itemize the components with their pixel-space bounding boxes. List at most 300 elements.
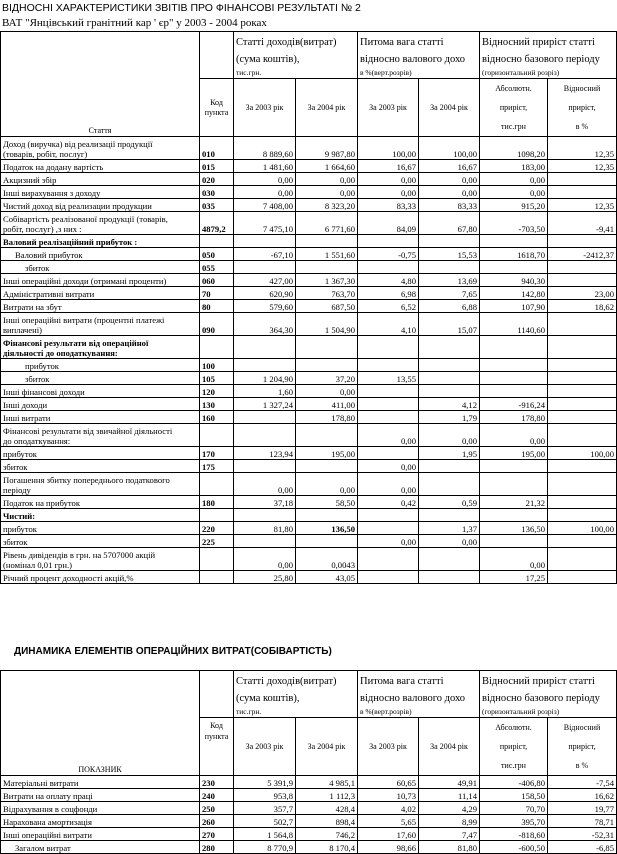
cell-a: 502,7 [234, 815, 296, 828]
cell-c [358, 411, 419, 424]
cell-b: 0,00 [296, 186, 358, 199]
cell-f: 19,77 [548, 802, 617, 815]
row-code [200, 571, 234, 584]
row-code: 120 [200, 385, 234, 398]
cell-d: 81,80 [419, 841, 480, 854]
row-label: Річний процент доходності акцій,% [1, 571, 200, 584]
row-label: Матеріальні витрати [1, 776, 200, 789]
cell-e: -600,50 [480, 841, 548, 854]
cell-f [548, 336, 617, 359]
cell-e: 107,90 [480, 300, 548, 313]
cell-e: 0,00 [480, 173, 548, 186]
cell-d: 4,29 [419, 802, 480, 815]
cell-e: 1618,70 [480, 248, 548, 261]
row-label: Податок на прибуток [1, 496, 200, 509]
cell-b [296, 261, 358, 274]
cell-c: 98,66 [358, 841, 419, 854]
cell-c [358, 447, 419, 460]
cell-b: 763,70 [296, 287, 358, 300]
cell-a: 7 475,10 [234, 212, 296, 235]
cell-e: 395,70 [480, 815, 548, 828]
cell-c [358, 571, 419, 584]
cell-b: 1 367,30 [296, 274, 358, 287]
cell-a: 364,30 [234, 313, 296, 336]
cell-c: 13,55 [358, 372, 419, 385]
cell-b: 746,2 [296, 828, 358, 841]
cell-f [548, 571, 617, 584]
row-code: 010 [200, 137, 234, 160]
cell-a: 8 889,60 [234, 137, 296, 160]
table-row [1, 398, 617, 411]
table-row [1, 776, 617, 789]
financial-results-body [1, 137, 617, 584]
row-label: Погашення збитку попереднього податкового періоду [1, 473, 200, 496]
table-row [1, 372, 617, 385]
table-row [1, 160, 617, 173]
cell-c [358, 336, 419, 359]
cell-d: 1,79 [419, 411, 480, 424]
row-code: 035 [200, 199, 234, 212]
table-row [1, 424, 617, 447]
row-label: Валовий прибуток [1, 248, 200, 261]
cell-d: 7,65 [419, 287, 480, 300]
cell-b: 0,00 [296, 173, 358, 186]
cell-d [419, 460, 480, 473]
cell-a: 427,00 [234, 274, 296, 287]
cell-d: 49,91 [419, 776, 480, 789]
column-header-item: Стаття [1, 79, 200, 137]
cell-e: 158,50 [480, 789, 548, 802]
cell-a: 579,60 [234, 300, 296, 313]
table-row [1, 509, 617, 522]
cell-d [419, 473, 480, 496]
cell-e [480, 473, 548, 496]
row-code [200, 473, 234, 496]
cell-a: 0,00 [234, 473, 296, 496]
cell-d: 0,59 [419, 496, 480, 509]
row-code: 250 [200, 802, 234, 815]
cell-f [548, 274, 617, 287]
cell-c [358, 548, 419, 571]
cell-f: 23,00 [548, 287, 617, 300]
group-header-amounts: Статті доходів(витрат) [236, 36, 337, 48]
cell-f [548, 385, 617, 398]
cell-e [480, 359, 548, 372]
cell-a: 5 391,9 [234, 776, 296, 789]
row-code: 170 [200, 447, 234, 460]
cell-d: 0,00 [419, 173, 480, 186]
table-row [1, 199, 617, 212]
cell-f [548, 548, 617, 571]
cell-c [358, 522, 419, 535]
cell-e: 136,50 [480, 522, 548, 535]
cell-c [358, 235, 419, 248]
cell-b: 8 170,4 [296, 841, 358, 854]
cell-f [548, 235, 617, 248]
cell-a [234, 359, 296, 372]
cell-c: 0,00 [358, 535, 419, 548]
row-code: 060 [200, 274, 234, 287]
table-row [1, 287, 617, 300]
column-header-rel: Відносний приріст, в % [548, 79, 617, 137]
cell-b: 178,80 [296, 411, 358, 424]
cell-c: 5,65 [358, 815, 419, 828]
cell-e: 17,25 [480, 571, 548, 584]
cell-f [548, 313, 617, 336]
table-row [1, 789, 617, 802]
row-label: Витрати на збут [1, 300, 200, 313]
row-label: збиток [1, 460, 200, 473]
cell-b: 0,00 [296, 385, 358, 398]
row-label: Інші витрати [1, 411, 200, 424]
cell-a: 1 564,8 [234, 828, 296, 841]
cell-f: -6,85 [548, 841, 617, 854]
cell-b [296, 535, 358, 548]
cell-e: 178,80 [480, 411, 548, 424]
cell-a: 1 204,90 [234, 372, 296, 385]
row-code [200, 424, 234, 447]
cell-f: 12,35 [548, 199, 617, 212]
table-row [1, 137, 617, 160]
cell-b: 0,0043 [296, 548, 358, 571]
cell-d: 67,80 [419, 212, 480, 235]
cell-b: 1 504,90 [296, 313, 358, 336]
row-label: Акцизний збір [1, 173, 200, 186]
cell-d: 100,00 [419, 137, 480, 160]
cell-b: 0,00 [296, 473, 358, 496]
row-label: Собівартість реалізованої продукції (товарів, робіт, послуг) ,з них : [1, 212, 200, 235]
financial-results-table: Статті доходів(витрат) Питома вага статті Відносний приріст статті (сума коштів), відносно валового дохо відносно базового періоду тис.грн. в %(верт.розрів) (горизонтальний розріз) Стаття Код пункта За 2003 рік За 2004 рік За 2003 рік За 2004 рік Абсолютн. приріст, тис.грн Відносний приріст, в % Доход (виручка) від реализації продукції (товарів, робіт, послуг) 010 8 889,60 9 987,80 100,00 100,00 1098,20 12,35 Податок на додану вартість 015 1 481,60 1 664,60 16,67 16,67 183,00 12,35 Акцизний збір 020 0,00 0,00 0,00 0,00 0,00 Інші вирахування з доходу 030 0,00 0,00 0,00 0,00 0,00 Чистий доход від реализации продукции 035 7 408,00 8 323,20 83,33 83,33 915,20 12,35 Собівартість реалізованої продукції (товарів, робіт, послуг) ,з них : 4879,2 7 475,10 6 771,60 84,09 67,80 -703,50 -9,41 Валовий реалізаційний прибуток : Валовий прибуток 050 -67,10 1 551,60 -0,75 15,53 1618,70 -2412,37 збиток 055 Інші операційні доходи (отримані проценти) 060 427,00 1 367,30 4,80 13,69 940,30 Адміністративні витрати 70 620,90 763,70 6,98 7,65 142,80 23,00 Витрати на збут 80 579,60 687,50 6,52 6,88 107,90 18,62 Інші операційні витрати (процентні платежі виплачені) 090 364,30 1 504,90 4,10 15,07 1140,60 Фінансові результати від операційної діяльності до оподаткування: прибуток 100 збиток 105 1 204,90 37,20 13,55 Інші фінансові доходи 120 1,60 0,00 Інші доходи 130 1 327,24 411,00 4,12 -916,24 Інші витрати 160 178,80 1,79 178,80 Фінансові результати від звичайної діяльності до оподаткування: 0,00 0,00 0,00 прибуток 170 123,94 195,00 1,95 195,00 100,00 збиток 175 0,00 Погашення збитку попереднього податкового періоду 0,00 0,00 0,00 Податок на прибуток 180 37,18 58,50 0,42 0,59 21,32 Чистий: прибуток 220 81,80 136,50 1,37 136,50 100,00 збиток 225 0,00 0,00 Рівень дивідендів в грн. на 5707000 акцій (номінал 0,01 грн.) 0,00 0,0043 0,00 Річний процент доходності акцій,% 25,80 43,05 17,25 [0, 31, 617, 584]
row-label: Фінансові результати від операційної діяльності до оподаткування: [1, 336, 200, 359]
company-subtitle: ВАТ "Янцівський гранітний кар ' єр" у 2003 - 2004 роках [2, 17, 267, 29]
group-header-share: Питома вага статті [360, 36, 444, 48]
cell-a: 1,60 [234, 385, 296, 398]
row-label: Інші вирахування з доходу [1, 186, 200, 199]
cell-a [234, 509, 296, 522]
column-header-share-2004: За 2004 рік [419, 79, 480, 137]
cell-e: 70,70 [480, 802, 548, 815]
cell-d [419, 261, 480, 274]
table-row [1, 548, 617, 571]
row-label: збиток [1, 372, 200, 385]
cell-f [548, 173, 617, 186]
cell-a: 1 327,24 [234, 398, 296, 411]
cell-d [419, 548, 480, 571]
cell-d [419, 571, 480, 584]
table-row [1, 313, 617, 336]
cell-d: 0,00 [419, 424, 480, 447]
table-row [1, 385, 617, 398]
table-row [1, 261, 617, 274]
cell-d [419, 372, 480, 385]
cell-d [419, 235, 480, 248]
cell-a [234, 424, 296, 447]
cell-a: 0,00 [234, 548, 296, 571]
row-code: 220 [200, 522, 234, 535]
cell-a: 0,00 [234, 186, 296, 199]
cell-e: 1098,20 [480, 137, 548, 160]
cell-c: 83,33 [358, 199, 419, 212]
cell-f: 16,62 [548, 789, 617, 802]
cell-c: 10,73 [358, 789, 419, 802]
row-code: 160 [200, 411, 234, 424]
row-label: Фінансові результати від звичайної діяльності до оподаткування: [1, 424, 200, 447]
table-row [1, 359, 617, 372]
column-header-abs: Абсолютн. приріст, тис.грн [480, 79, 548, 137]
table-row [1, 802, 617, 815]
cell-b: 1 664,60 [296, 160, 358, 173]
cell-a: 81,80 [234, 522, 296, 535]
row-label: Чистий: [1, 509, 200, 522]
cell-f: 12,35 [548, 137, 617, 160]
cell-d: 15,07 [419, 313, 480, 336]
cell-a [234, 336, 296, 359]
cell-e: -703,50 [480, 212, 548, 235]
table-row [1, 235, 617, 248]
cell-e: 0,00 [480, 424, 548, 447]
cell-d: 83,33 [419, 199, 480, 212]
row-label: збиток [1, 535, 200, 548]
cell-f [548, 398, 617, 411]
cell-f: 100,00 [548, 447, 617, 460]
cell-c [358, 261, 419, 274]
cell-f: -52,31 [548, 828, 617, 841]
section-title-expenses: ДИНАМИКА ЕЛЕМЕНТІВ ОПЕРАЦІЙНИХ ВИТРАТ(СОБІВАРТІСТЬ) [14, 646, 332, 657]
table-row [1, 473, 617, 496]
cell-f: -2412,37 [548, 248, 617, 261]
row-label: Інші операційні витрати (процентні платежі виплачені) [1, 313, 200, 336]
cell-e [480, 261, 548, 274]
row-label: Інші операційні витрати [1, 828, 200, 841]
cell-f [548, 186, 617, 199]
cell-c: 4,80 [358, 274, 419, 287]
row-code: 230 [200, 776, 234, 789]
row-label: Адміністративні витрати [1, 287, 200, 300]
cell-c: 60,65 [358, 776, 419, 789]
cell-d: 1,95 [419, 447, 480, 460]
cell-f [548, 372, 617, 385]
column-header-code: Код пункта [200, 79, 234, 137]
cell-e: 183,00 [480, 160, 548, 173]
table-row [1, 571, 617, 584]
cell-a: -67,10 [234, 248, 296, 261]
cell-b: 6 771,60 [296, 212, 358, 235]
cell-b: 9 987,80 [296, 137, 358, 160]
cell-d [419, 359, 480, 372]
cell-a [234, 460, 296, 473]
cell-d: 15,53 [419, 248, 480, 261]
table-row [1, 522, 617, 535]
cell-d: 16,67 [419, 160, 480, 173]
cell-a: 25,80 [234, 571, 296, 584]
table-row [1, 248, 617, 261]
cell-c: 0,00 [358, 424, 419, 447]
cell-c: 6,52 [358, 300, 419, 313]
cell-a: 620,90 [234, 287, 296, 300]
cell-b [296, 336, 358, 359]
cell-b: 136,50 [296, 522, 358, 535]
row-label: Інші операційні доходи (отримані проценти) [1, 274, 200, 287]
cell-e: 940,30 [480, 274, 548, 287]
cell-d: 11,14 [419, 789, 480, 802]
cell-b [296, 509, 358, 522]
cell-d: 0,00 [419, 535, 480, 548]
row-code: 090 [200, 313, 234, 336]
cell-b: 687,50 [296, 300, 358, 313]
cell-c: -0,75 [358, 248, 419, 261]
cell-a: 953,8 [234, 789, 296, 802]
operating-expenses-table: Статті доходів(витрат) Питома вага статті Відносний приріст статті (сума коштів), відносно валового дохо відносно базового періоду тис.грн. в %(верт.розрів) (горизонтальний розріз) ПОКАЗНИК Код пункта За 2003 рік За 2004 рік За 2003 рік За 2004 рік Абсолютн. приріст, тис.грн Відносний приріст, в % Матеріальні витрати 230 5 391,9 4 985,1 60,65 49,91 -406,80 -7,54 Витрати на оплату праці 240 953,8 1 112,3 10,73 11,14 158,50 16,62 Відрахування в соцфонди 250 357,7 428,4 4,02 4,29 70,70 19,77 Нарахована амортизація 260 502,7 898,4 5,65 8,99 395,70 78,71 Інші операційні витрати 270 1 564,8 746,2 17,60 7,47 -818,60 -52,31 Загалом витрат 280 8 770,9 8 170,4 98,66 81,80 -600,50 -6,85 [0, 670, 617, 854]
cell-e: -818,60 [480, 828, 548, 841]
row-code: 225 [200, 535, 234, 548]
row-label: збиток [1, 261, 200, 274]
cell-b: 411,00 [296, 398, 358, 411]
cell-e [480, 336, 548, 359]
row-code: 055 [200, 261, 234, 274]
row-code: 270 [200, 828, 234, 841]
row-code: 260 [200, 815, 234, 828]
table-row [1, 173, 617, 186]
row-code: 4879,2 [200, 212, 234, 235]
cell-e: 0,00 [480, 186, 548, 199]
cell-c: 0,00 [358, 186, 419, 199]
cell-e [480, 535, 548, 548]
cell-a: 123,94 [234, 447, 296, 460]
cell-a: 0,00 [234, 173, 296, 186]
cell-b: 58,50 [296, 496, 358, 509]
cell-b: 898,4 [296, 815, 358, 828]
row-code: 030 [200, 186, 234, 199]
cell-c [358, 398, 419, 411]
cell-b: 8 323,20 [296, 199, 358, 212]
cell-a: 7 408,00 [234, 199, 296, 212]
cell-d: 7,47 [419, 828, 480, 841]
row-label: Податок на додану вартість [1, 160, 200, 173]
row-code: 100 [200, 359, 234, 372]
cell-d: 4,12 [419, 398, 480, 411]
cell-b: 428,4 [296, 802, 358, 815]
cell-c: 0,00 [358, 173, 419, 186]
row-label: Відрахування в соцфонди [1, 802, 200, 815]
cell-f [548, 496, 617, 509]
report-title: ВІДНОСНІ ХАРАКТЕРИСТИКИ ЗВІТІВ ПРО ФІНАНСОВІ РЕЗУЛЬТАТІ № 2 [2, 2, 361, 14]
cell-f: 78,71 [548, 815, 617, 828]
cell-e [480, 509, 548, 522]
cell-d [419, 385, 480, 398]
cell-e: 1140,60 [480, 313, 548, 336]
row-code: 050 [200, 248, 234, 261]
cell-c [358, 359, 419, 372]
row-label: прибуток [1, 447, 200, 460]
cell-a [234, 235, 296, 248]
row-code [200, 548, 234, 571]
row-code [200, 509, 234, 522]
row-code: 015 [200, 160, 234, 173]
cell-c: 0,42 [358, 496, 419, 509]
row-code: 80 [200, 300, 234, 313]
cell-b: 4 985,1 [296, 776, 358, 789]
cell-d: 8,99 [419, 815, 480, 828]
table-row [1, 300, 617, 313]
cell-f [548, 424, 617, 447]
cell-c: 84,09 [358, 212, 419, 235]
cell-c: 100,00 [358, 137, 419, 160]
cell-b [296, 235, 358, 248]
cell-d [419, 336, 480, 359]
cell-e: 0,00 [480, 548, 548, 571]
row-label: Рівень дивідендів в грн. на 5707000 акцій (номінал 0,01 грн.) [1, 548, 200, 571]
row-label: Загалом витрат [1, 841, 200, 854]
row-code: 280 [200, 841, 234, 854]
cell-e: 195,00 [480, 447, 548, 460]
cell-c: 17,60 [358, 828, 419, 841]
table-row [1, 274, 617, 287]
cell-b [296, 460, 358, 473]
cell-c: 6,98 [358, 287, 419, 300]
row-label: прибуток [1, 522, 200, 535]
cell-a: 8 770,9 [234, 841, 296, 854]
cell-e [480, 385, 548, 398]
row-label: Чистий доход від реализации продукции [1, 199, 200, 212]
row-code: 020 [200, 173, 234, 186]
cell-e: 142,80 [480, 287, 548, 300]
cell-d: 6,88 [419, 300, 480, 313]
cell-a: 357,7 [234, 802, 296, 815]
row-code: 70 [200, 287, 234, 300]
row-label: прибуток [1, 359, 200, 372]
cell-b [296, 424, 358, 447]
row-label: Витрати на оплату праці [1, 789, 200, 802]
cell-e: 915,20 [480, 199, 548, 212]
row-code: 105 [200, 372, 234, 385]
cell-c [358, 385, 419, 398]
operating-expenses-body [1, 776, 617, 854]
column-header-2004: За 2004 рік [296, 79, 358, 137]
table-row [1, 535, 617, 548]
cell-e [480, 372, 548, 385]
cell-f [548, 509, 617, 522]
cell-b: 195,00 [296, 447, 358, 460]
cell-d: 13,69 [419, 274, 480, 287]
cell-b [296, 359, 358, 372]
column-header-share-2003: За 2003 рік [358, 79, 419, 137]
cell-c [358, 509, 419, 522]
table-row [1, 841, 617, 854]
cell-b: 37,20 [296, 372, 358, 385]
cell-f [548, 261, 617, 274]
table-row [1, 447, 617, 460]
row-label: Інші доходи [1, 398, 200, 411]
table-row [1, 815, 617, 828]
cell-f: -9,41 [548, 212, 617, 235]
row-code: 180 [200, 496, 234, 509]
table-row [1, 496, 617, 509]
row-label: Інші фінансові доходи [1, 385, 200, 398]
cell-a [234, 535, 296, 548]
cell-c: 4,02 [358, 802, 419, 815]
column-header-2003: За 2003 рік [234, 79, 296, 137]
cell-b: 1 112,3 [296, 789, 358, 802]
row-label: Валовий реалізаційний прибуток : [1, 235, 200, 248]
table-row [1, 336, 617, 359]
row-code: 130 [200, 398, 234, 411]
row-code [200, 235, 234, 248]
cell-c: 4,10 [358, 313, 419, 336]
row-label: Нарахована амортизація [1, 815, 200, 828]
column-header-indicator: ПОКАЗНИК [1, 718, 200, 776]
cell-f: 18,62 [548, 300, 617, 313]
cell-f: 100,00 [548, 522, 617, 535]
